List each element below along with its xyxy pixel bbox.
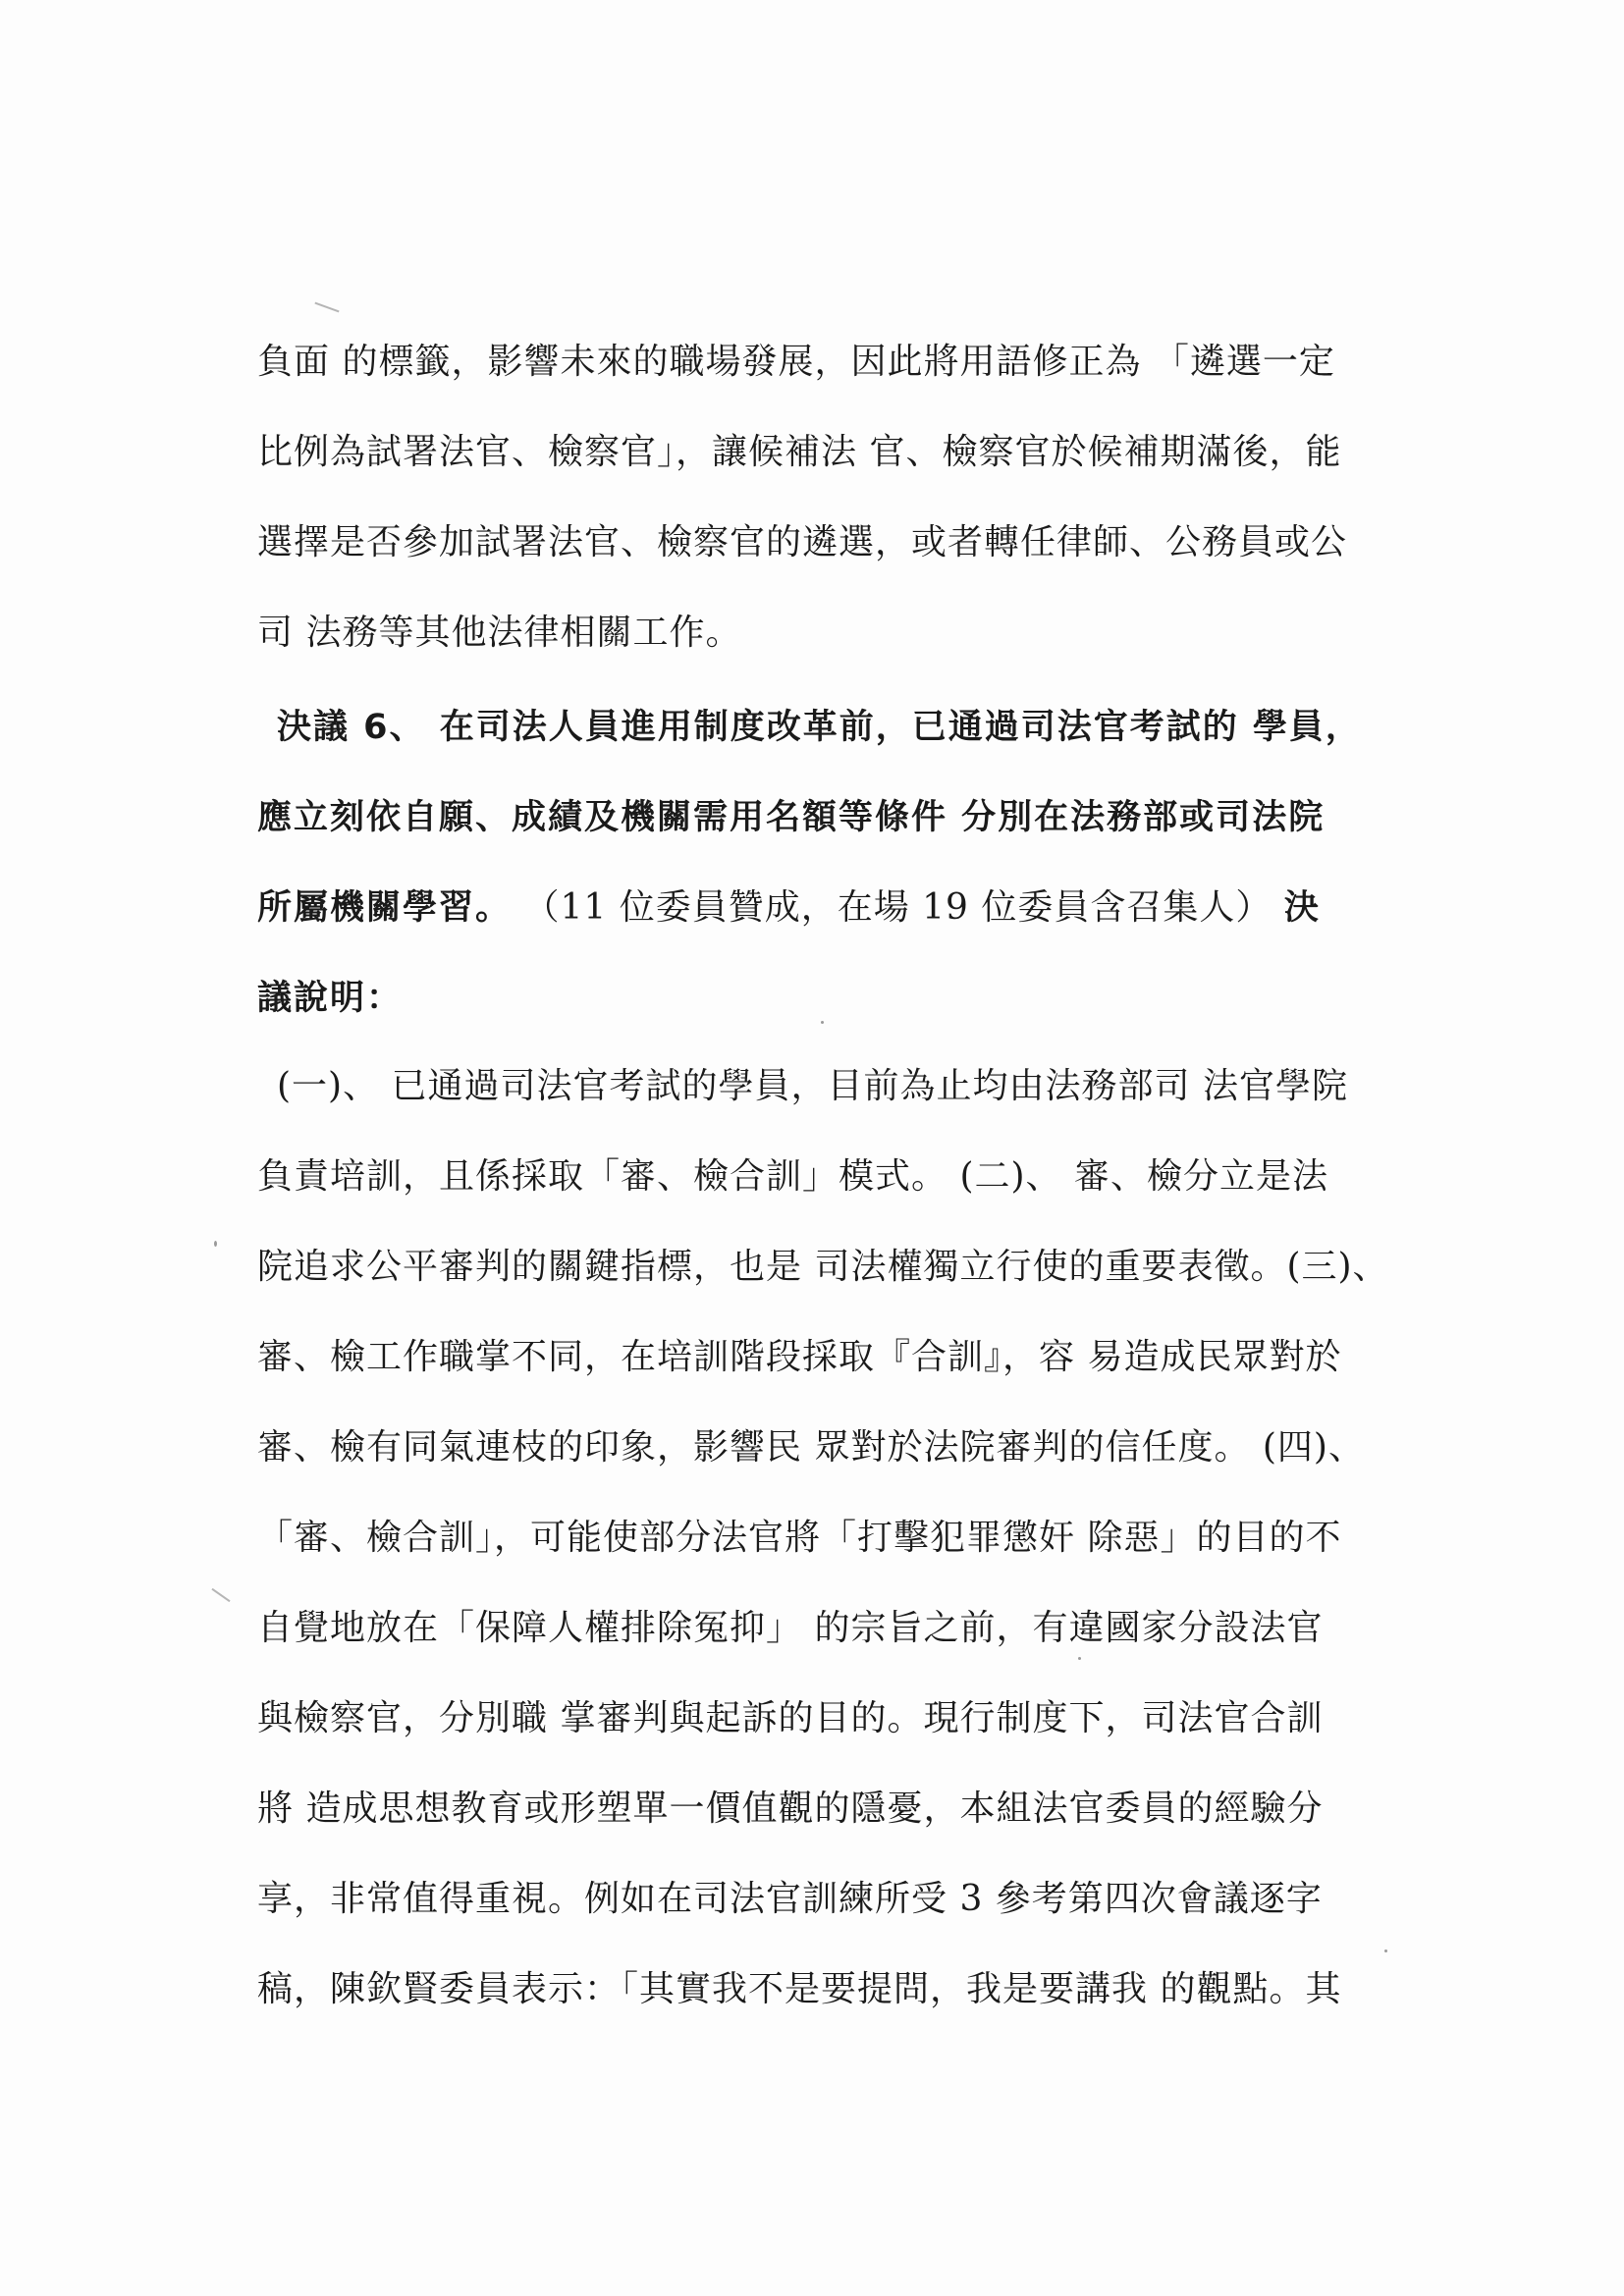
scan-mark — [211, 1588, 230, 1602]
explanation-line: 與檢察官，分別職 掌審判與起訴的目的。現行制度下，司法官合訓 — [257, 1698, 1324, 1738]
scan-mark — [314, 302, 339, 313]
explanation-line: 享，非常值得重視。例如在司法官訓練所受 3 參考第四次會議逐字 — [257, 1879, 1323, 1919]
explanation-line: 審、檢工作職掌不同，在培訓階段採取『合訓』，容 易造成民眾對於 — [257, 1337, 1342, 1377]
scan-speck — [214, 1241, 217, 1247]
resolution-line: 決議 6、 在司法人員進用制度改革前，已通過司法官考試的 學員， — [277, 708, 1362, 747]
paragraph-line: 比例為試署法官、檢察官」，讓候補法 官、檢察官於候補期滿後，能 — [257, 432, 1342, 472]
resolution-text: 所屬機關學習。 — [257, 888, 513, 928]
vote-count: （11 位委員贊成，在場 19 位委員含召集人） — [512, 887, 1284, 928]
explanation-line: 審、檢有同氣連枝的印象，影響民 眾對於法院審判的信任度。 (四)、 — [257, 1427, 1365, 1468]
explanation-line: 稿，陳欽賢委員表示：「其實我不是要提問，我是要講我 的觀點。其 — [257, 1969, 1342, 2009]
paragraph-line: 負面 的標籤，影響未來的職場發展，因此將用語修正為 「遴選一定 — [257, 342, 1335, 382]
explanation-line: 院追求公平審判的關鍵指標，也是 司法權獨立行使的重要表徵。(三)、 — [257, 1247, 1389, 1287]
explanation-heading: 議說明： — [257, 979, 404, 1018]
paragraph-line: 司 法務等其他法律相關工作。 — [257, 613, 742, 653]
explanation-line: 「審、檢合訓」，可能使部分法官將「打擊犯罪懲奸 除惡」的目的不 — [257, 1518, 1342, 1558]
explanation-line: (一)、 已通過司法官考試的學員，目前為止均由法務部司 法官學院 — [277, 1066, 1348, 1106]
scan-speck — [1078, 1657, 1081, 1660]
explanation-line: 自覺地放在「保障人權排除冤抑」 的宗旨之前，有違國家分設法官 — [257, 1608, 1324, 1648]
resolution-text: 決 — [1283, 888, 1321, 928]
resolution-line — [257, 883, 1396, 933]
explanation-line: 負責培訓，且係採取「審、檢合訓」模式。 (二)、 審、檢分立是法 — [257, 1156, 1328, 1197]
resolution-line: 應立刻依自願、成績及機關需用名額等條件 分別在法務部或司法院 — [257, 798, 1326, 837]
paragraph-line: 選擇是否參加試署法官、檢察官的遴選，或者轉任律師、公務員或公 — [257, 522, 1348, 562]
explanation-line: 將 造成思想教育或形塑單一價值觀的隱憂，本組法官委員的經驗分 — [257, 1789, 1324, 1829]
scan-speck — [1384, 1949, 1387, 1952]
